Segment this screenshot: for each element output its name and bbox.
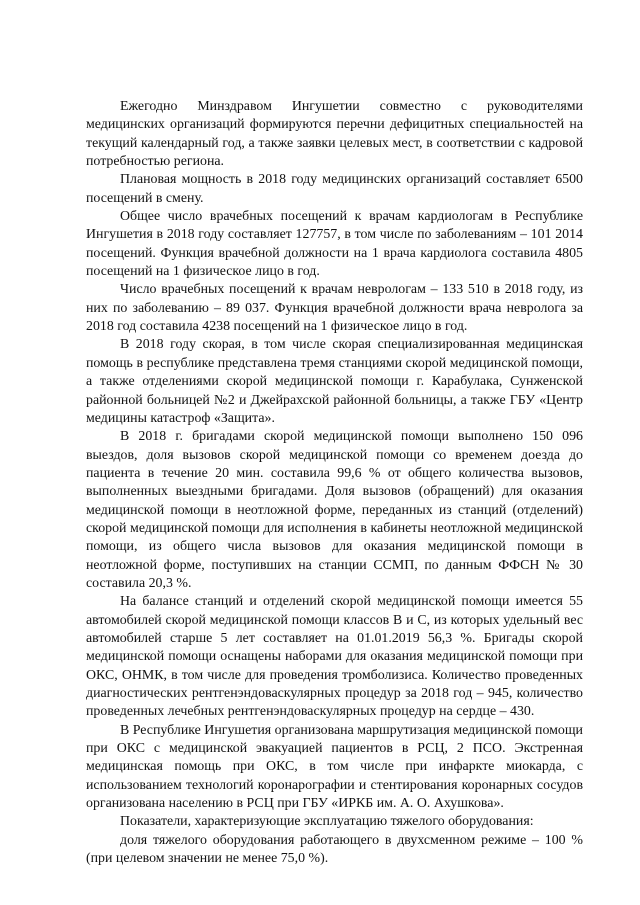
- document-page: [86, 98, 583, 868]
- paragraph-cardiology-visits: Общее число врачебных посещений к врачам кардиологам в Республике Ингушетия в 2018 году составляет 127757, в том числе по заболеваниям – 101 2014 посещений. Функция врачебной должности на 1 врача кардиолога составила 4805 посещений на 1 физическое лицо в год.: [86, 209, 583, 280]
- paragraph-acs-routing: В Республике Ингушетия организована маршрутизация медицинской помощи при ОКС с медицинской эвакуацией пациентов в РСЦ, 2 ПСО. Экстренная медицинская помощь при ОКС, в том числе при инфаркте миокарда, с использованием технологий коронарографии и стентирования коронарных сосудов организована населению в РСЦ при ГБУ «ИРКБ им. А. О. Ахушкова».: [86, 722, 583, 812]
- paragraph-personnel-planning: Ежегодно Минздравом Ингушетии совместно с руководителями медицинских организаций формируются перечни дефицитных специальностей на текущий календарный год, а также заявки целевых мест, в соответствии с кадровой потребностью региона.: [86, 99, 583, 170]
- paragraph-equipment-indicators: Показатели, характеризующие эксплуатацию тяжелого оборудования:: [120, 814, 534, 830]
- paragraph-ambulance-stations: В 2018 году скорая, в том числе скорая специализированная медицинская помощь в республике представлена тремя станциями скорой медицинской помощи, а также отделениями скорой медицинской помощи г. Карабулака, Сунженской районной больницей №2 и Джейрахской районной больницы, а также ГБУ «Центр медицины катастроф «Защита».: [86, 337, 583, 426]
- paragraph-ambulance-fleet: На балансе станций и отделений скорой медицинской помощи имеется 55 автомобилей скорой медицинской помощи классов В и С, из которых удельный вес автомобилей старше 5 лет составляет на 01.01.2019 56,3 %. Бригады скорой медицинской помощи оснащены наборами для оказания медицинской помощи при ОКС, ОНМК, в том числе для проведения тромболизиса. Количество проведенных диагностических рентгенэндоваскулярных процедур за 2018 год – 945, количество проведенных лечебных рентгенэндоваскулярных процедур на сердце – 430.: [86, 594, 583, 720]
- paragraph-planned-capacity: Плановая мощность в 2018 году медицинских организаций составляет 6500 посещений в смену.: [86, 172, 583, 206]
- paragraph-neurology-visits: Число врачебных посещений к врачам неврологам – 133 510 в 2018 году, из них по заболеванию – 89 037. Функция врачебной должности врача невролога за 2018 год составила 4238 посещений на 1 физическое лицо в год.: [86, 282, 583, 335]
- paragraph-equipment-share: доля тяжелого оборудования работающего в двухсменном режиме – 100 % (при целевом значении не менее 75,0 %).: [86, 832, 583, 867]
- paragraph-ambulance-calls: В 2018 г. бригадами скорой медицинской помощи выполнено 150 096 выездов, доля вызовов скорой медицинской помощи со временем доезда до пациента в течение 20 мин. составила 99,6 % от общего количества вызовов, выполненных выездными бригадами. Доля вызовов (обращений) для оказания медицинской помощи в неотложной форме, переданных из станций (отделений) скорой медицинской помощи для исполнения в кабинеты неотложной медицинской помощи, из общего числа вызовов для оказания медицинской помощи в неотложной форме, поступивших на станции ССМП, по данным ФФСН № 30 составила 20,3 %.: [86, 429, 583, 591]
